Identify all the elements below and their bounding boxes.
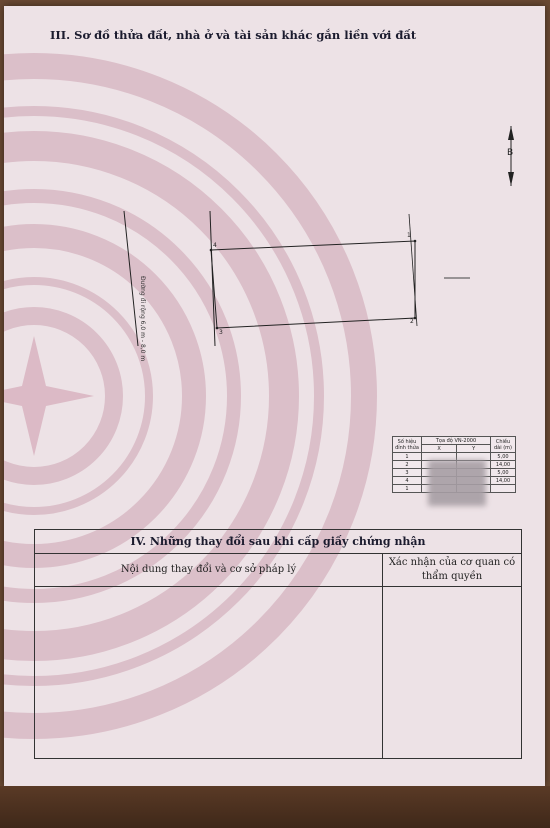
redacted-coordinates xyxy=(428,460,486,506)
table-surface xyxy=(0,786,550,828)
row-id: 1 xyxy=(393,453,422,461)
point-label-4: 4 xyxy=(213,242,217,249)
changes-column xyxy=(35,554,383,758)
section-4-box xyxy=(34,529,522,759)
row-id: 3 xyxy=(393,469,422,477)
road-edge-left xyxy=(124,211,138,346)
header-vertex: Số hiệu đỉnh thửa xyxy=(393,437,422,453)
table-header-row xyxy=(393,437,516,445)
confirmation-column xyxy=(383,554,521,758)
row-length: 14,00 xyxy=(491,461,516,469)
certificate-page xyxy=(4,6,545,786)
section-4-title: IV. Những thay đổi sau khi cấp giấy chứng nhận xyxy=(35,530,521,554)
row-length: 5,00 xyxy=(491,469,516,477)
header-length: Chiều dài (m) xyxy=(491,437,516,453)
north-letter: B xyxy=(507,148,514,158)
changes-column-header: Nội dung thay đổi và cơ sở pháp lý xyxy=(35,554,382,587)
parcel-boundary xyxy=(211,241,415,328)
header-x: X xyxy=(422,445,457,453)
road-label: Đường đi rộng 6,0 m - 8,0 m xyxy=(139,276,146,362)
row-id: 1 xyxy=(393,485,422,493)
confirmation-column-header: Xác nhận của cơ quan có thẩm quyền xyxy=(383,554,521,587)
row-id: 2 xyxy=(393,461,422,469)
point-label-2: 2 xyxy=(410,318,414,325)
header-coords: Tọa độ VN-2000 xyxy=(422,437,491,445)
point-label-3: 3 xyxy=(219,329,223,336)
row-id: 4 xyxy=(393,477,422,485)
header-y: Y xyxy=(457,445,491,453)
row-length: 14,00 xyxy=(491,477,516,485)
row-length xyxy=(491,485,516,493)
row-length: 5,00 xyxy=(491,453,516,461)
neighbor-line xyxy=(409,214,417,326)
point-label-1: 1 xyxy=(407,232,411,239)
section-3-title: III. Sơ đồ thửa đất, nhà ở và tài sản khác gắn liền với đất xyxy=(50,28,417,42)
road-edge-right xyxy=(210,211,215,346)
